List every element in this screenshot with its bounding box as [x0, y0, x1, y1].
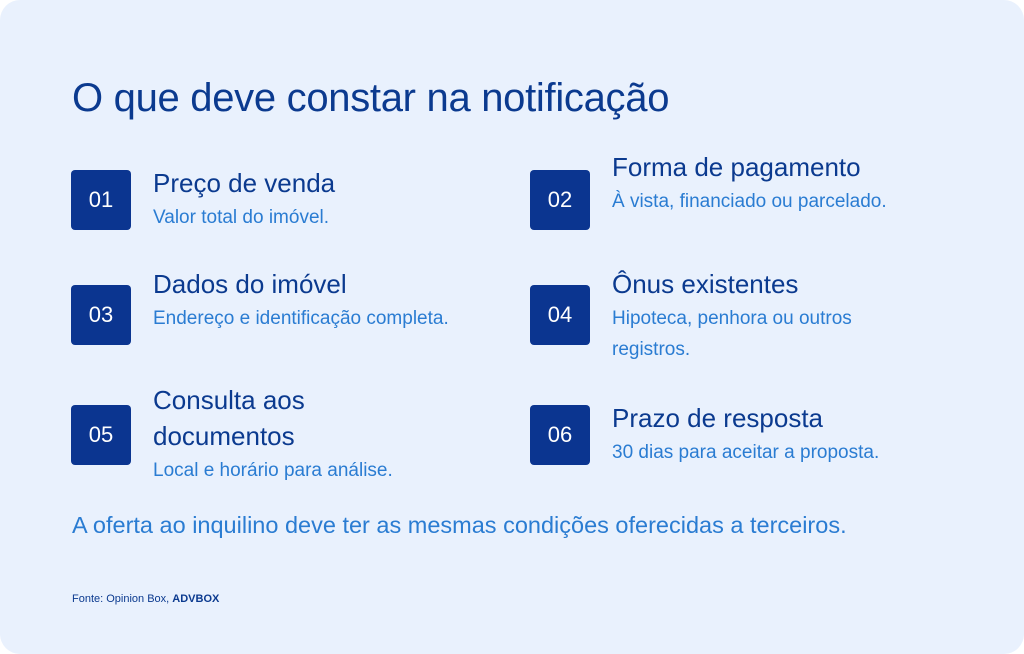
item-description: Endereço e identificação completa.: [153, 308, 449, 329]
item-dados-do-imovel: [71, 266, 491, 366]
footer-note: A oferta ao inquilino deve ter as mesmas condições oferecidas a terceiros.: [72, 512, 847, 538]
item-forma-de-pagamento: [530, 150, 950, 250]
item-number-badge: 03: [71, 285, 131, 345]
item-description: Valor total do imóvel.: [153, 207, 330, 228]
item-description: Local e horário para análise.: [153, 460, 393, 481]
item-text: [153, 165, 483, 233]
item-title: Preço de venda: [153, 168, 336, 198]
item-number-badge: 04: [530, 285, 590, 345]
item-description: Hipoteca, penhora ou outros registros.: [612, 308, 852, 360]
source-brand: ADVBOX: [172, 593, 220, 605]
item-description: 30 dias para aceitar a proposta.: [612, 442, 880, 463]
item-text: [612, 266, 912, 365]
item-text: [612, 400, 952, 468]
item-number-badge: 01: [71, 170, 131, 230]
item-onus-existentes: [530, 266, 950, 366]
item-title: Ônus existentes: [612, 269, 799, 299]
item-title: Prazo de resposta: [612, 403, 824, 433]
item-number-badge: 05: [71, 405, 131, 465]
item-number-badge: 02: [530, 170, 590, 230]
item-preco-de-venda: [71, 155, 491, 245]
item-description: À vista, financiado ou parcelado.: [612, 191, 887, 212]
item-text: [153, 382, 393, 486]
item-title: Dados do imóvel: [153, 269, 347, 299]
item-prazo-de-resposta: [530, 400, 950, 480]
item-consulta-aos-documentos: [71, 382, 491, 492]
page-title: O que deve constar na notificação: [72, 76, 670, 120]
source-credit: [72, 593, 219, 605]
source-prefix: Fonte: Opinion Box,: [72, 593, 170, 605]
item-text: [612, 149, 912, 217]
item-title: Forma de pagamento: [612, 152, 861, 182]
item-title: Consulta aos documentos: [153, 385, 305, 451]
item-text: [153, 266, 453, 334]
item-number-badge: 06: [530, 405, 590, 465]
